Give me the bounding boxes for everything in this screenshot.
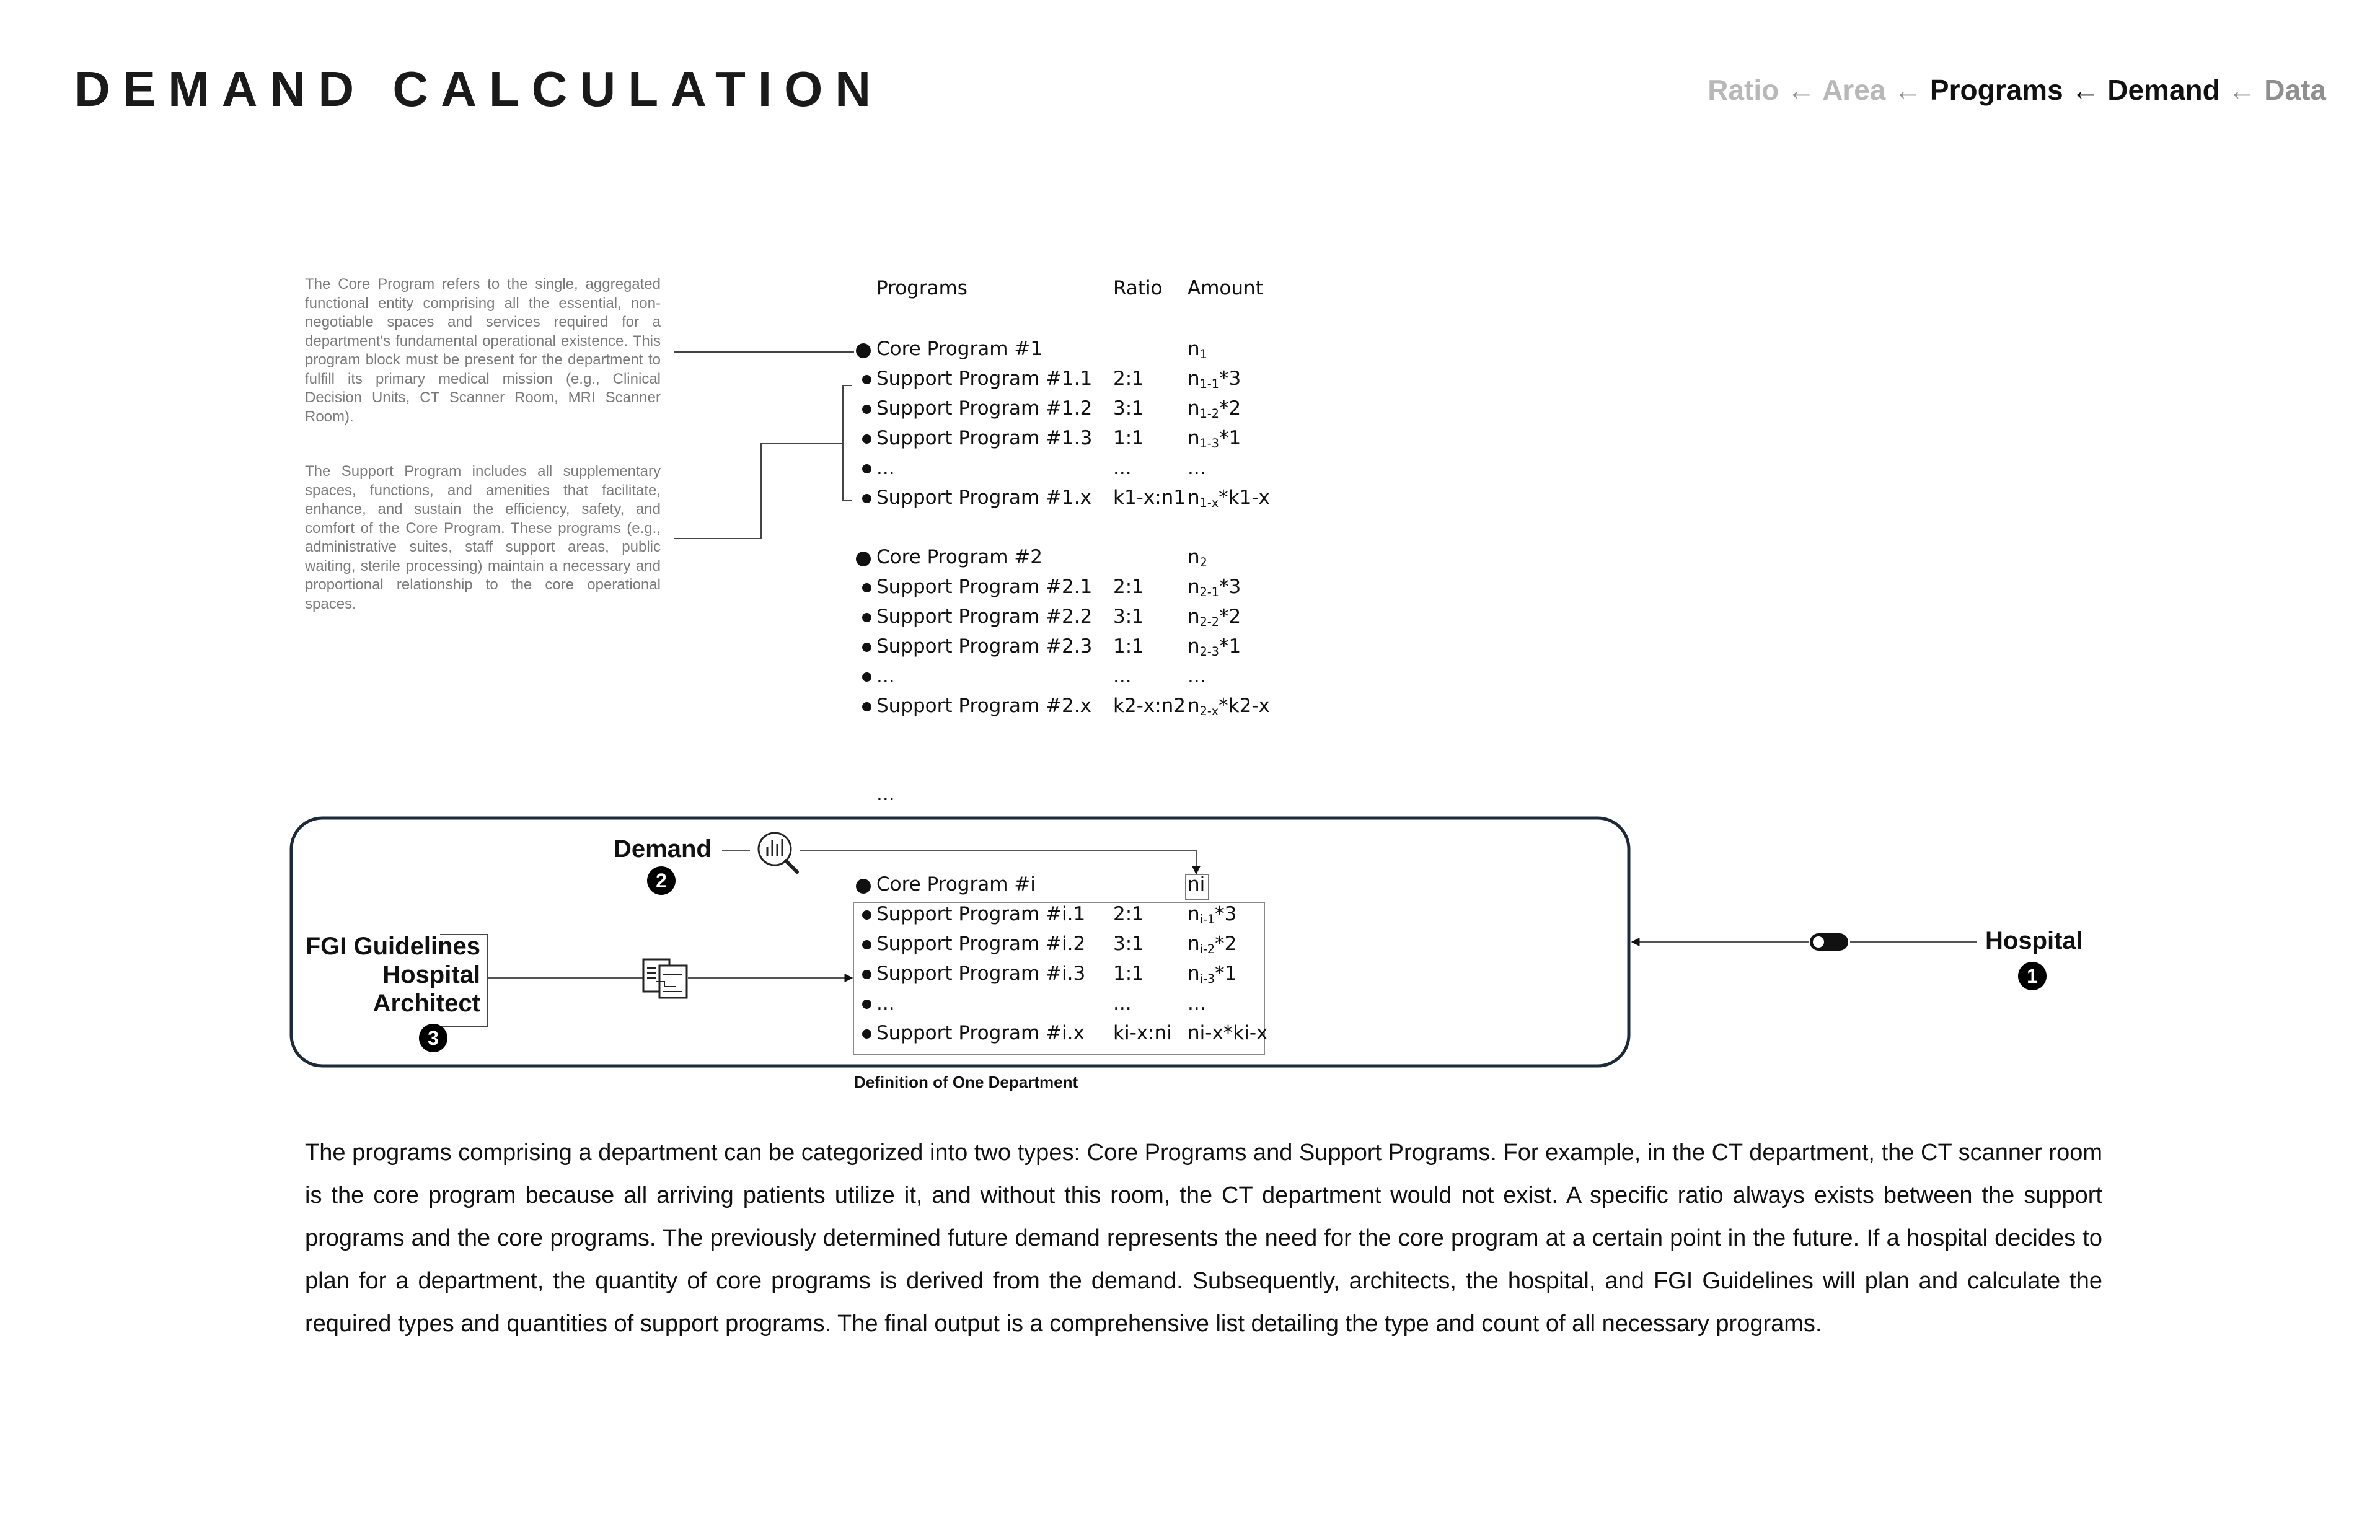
support-program-name: Support Program #1.x [876,486,1091,509]
support-program-name: Support Program #i.3 [876,962,1086,985]
demand-label: Demand [614,835,712,863]
support-program-name: ... [876,457,895,479]
step-3-badge: 3 [419,1024,447,1052]
support-amount: ... [1188,665,1206,687]
breadcrumb-ratio[interactable]: Ratio [1708,74,1779,106]
support-bullet [862,434,871,444]
step-1-badge: 1 [2018,962,2047,990]
support-bullet [862,910,871,920]
support-program-name: Support Program #1.2 [876,397,1093,420]
support-bullet [862,464,871,473]
step-2-badge: 2 [647,866,676,895]
support-program-name: Support Program #1.1 [876,367,1093,390]
support-amount: $n_{i-1}*3$ [1188,903,1237,926]
support-bullet [862,672,871,682]
support-amount: $n_{1-x}*k1-x$ [1188,486,1270,510]
breadcrumb-data[interactable]: Data [2264,74,2326,106]
support-ratio: 1:1 [1113,635,1144,658]
support-ratio: 1:1 [1113,427,1144,449]
support-ratio: 2:1 [1113,576,1144,598]
support-program-name: Support Program #2.2 [876,605,1093,628]
core-program-i: Core Program #i [876,873,1036,895]
groups-ellipsis: ... [876,783,895,805]
support-amount: $n_{1-3}*1$ [1188,427,1241,451]
support-ratio: 2:1 [1113,367,1144,390]
support-bullet [862,583,871,592]
support-program-name: ... [876,992,895,1014]
core-bullet [856,343,871,358]
department-caption: Definition of One Department [854,1073,1078,1091]
support-bracket [843,385,852,501]
support-bullet [862,1029,871,1039]
core-program-2: Core Program #2 [876,546,1042,568]
support-amount: ... [1188,992,1206,1014]
support-bullet [862,405,871,414]
support-note-connector [674,444,843,539]
support-ratio: ... [1113,457,1132,479]
support-program-name: Support Program #2.3 [876,635,1093,658]
support-amount: $n_{2-1}*3$ [1188,576,1241,599]
toggle-icon [1810,933,1848,951]
support-ratio: ... [1113,992,1132,1014]
support-program-name: Support Program #2.1 [876,576,1093,598]
hospital-label: Hospital [1985,927,2083,954]
core-program-note: The Core Program refers to the single, aggregated functional entity comprising all the essential, non-negotiable spaces and services required for a department's fundamental operational existence. This program block must be present for the department to fulfill its primary medical mission (e.g., Clinical Decision Units, CT Scanner Room, MRI Scanner Room). [305,276,661,425]
support-ratio: k1-x:n1 [1113,486,1186,509]
support-bullet [862,1000,871,1009]
support-bullet [862,702,871,711]
page-title: DEMAND CALCULATION [74,61,884,117]
support-ratio: k2-x:n2 [1113,695,1186,717]
support-bullet [862,940,871,949]
support-bullet [862,375,871,384]
core-amount-i: ni [1188,873,1205,895]
core-amount-2: $n_2$ [1188,546,1207,570]
support-amount: $n_{1-2}*2$ [1188,397,1241,421]
support-amount: $n_{2-3}*1$ [1188,635,1241,659]
source-fgi: FGI Guidelines [305,933,480,960]
support-program-name: Support Program #2.x [876,695,1091,717]
support-amount: ... [1188,457,1206,479]
support-program-name: Support Program #1.3 [876,427,1093,449]
support-ratio: ... [1113,665,1132,687]
support-bullet [862,643,871,652]
support-amount: $n_{i-3}*1$ [1188,962,1237,986]
support-program-name: ... [876,665,895,687]
support-ratio: 3:1 [1113,605,1144,628]
support-program-note: The Support Program includes all supplementary spaces, functions, and amenities that facilitate, enhance, and sustain the efficiency, safety, and comfort of the Core Program. These programs (e.g., administrative suites, staff support areas, public waiting, sterile processing) maintain a necessary and proportional relationship to the core operational spaces. [305,463,661,612]
support-bullet [862,613,871,622]
support-amount: $n_{2-2}*2$ [1188,605,1241,629]
breadcrumb-separator: ← [2228,74,2257,106]
source-architect: Architect [372,990,480,1017]
magnifier-chart-icon [759,833,797,872]
support-amount: $n_{i-2}*2$ [1188,933,1237,956]
support-ratio: 3:1 [1113,933,1144,955]
support-amount: ni-x*ki-x [1188,1022,1268,1044]
support-program-name: Support Program #i.1 [876,903,1086,925]
breadcrumb-separator: ← [2071,74,2100,106]
header-programs: Programs [876,277,967,299]
core-amount-1: $n_1$ [1188,338,1207,361]
source-hospital: Hospital [382,961,480,988]
demand-arrow [800,850,1196,874]
core-program-1: Core Program #1 [876,338,1042,360]
breadcrumb-separator: ← [1893,74,1923,106]
description-paragraph: The programs comprising a department can be categorized into two types: Core Programs and Support Programs. For example, in the CT department, the CT scanner room is the core program because all arriving patients utilize it, and without this room, the CT department would not exist. A specific ratio always exists between the support programs and the core programs. The previously determined future demand represents the need for the core program at a certain point in the future. If a hospital decides to plan for a department, the quantity of core programs is derived from the demand. Subsequently, architects, the hospital, and FGI Guidelines will plan and calculate the required types and quantities of support programs. The final output is a comprehensive list detailing the type and count of all necessary programs. [305,1140,2102,1337]
support-ratio: 1:1 [1113,962,1144,985]
document-flow-icon [643,959,687,998]
support-program-name: Support Program #i.2 [876,933,1086,955]
support-ratio: 2:1 [1113,903,1144,925]
breadcrumb-separator: ← [1786,74,1815,106]
header-ratio: Ratio [1113,277,1163,299]
header-amount: Amount [1188,277,1263,299]
core-bullet [856,879,871,894]
support-program-name: Support Program #i.x [876,1022,1085,1044]
support-bullet [862,494,871,503]
breadcrumb-area[interactable]: Area [1822,74,1886,106]
support-ratio: 3:1 [1113,397,1144,420]
breadcrumb-demand[interactable]: Demand [2107,74,2220,106]
support-ratio: ki-x:ni [1113,1022,1172,1044]
support-bullet [862,970,871,979]
support-amount: $n_{1-1}*3$ [1188,367,1241,391]
breadcrumb-programs[interactable]: Programs [1929,74,2063,106]
support-amount: $n_{2-x}*k2-x$ [1188,695,1270,718]
core-bullet [856,552,871,566]
